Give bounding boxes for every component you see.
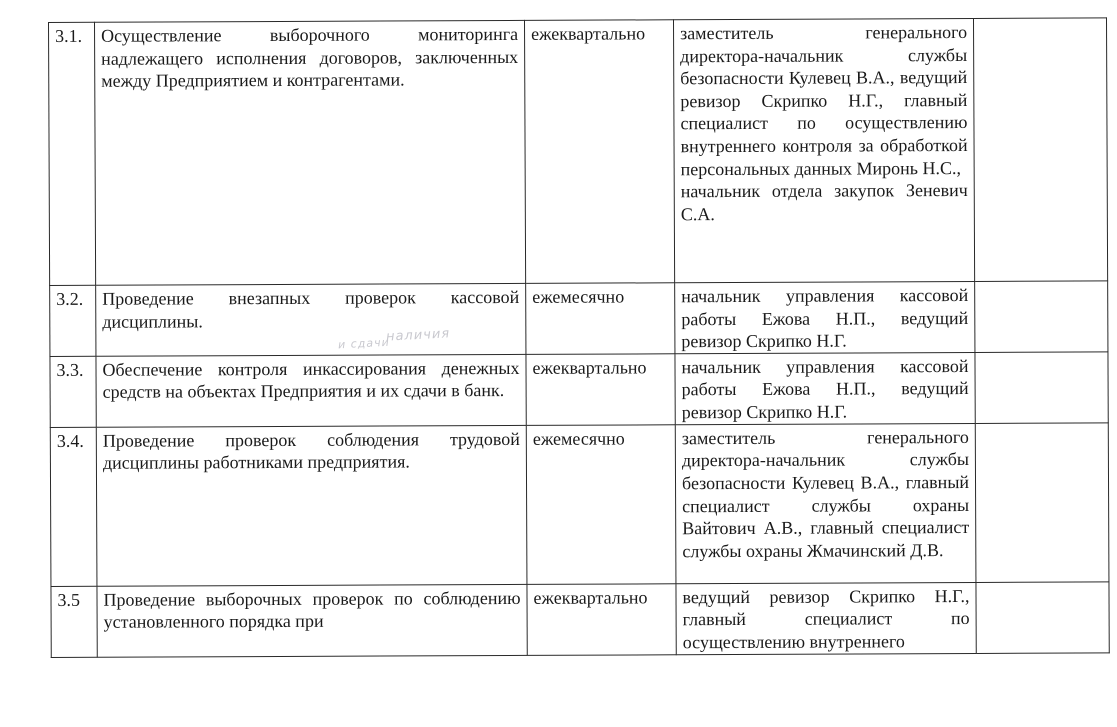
measure-description: Проведение внезапных проверок кассовой дисциплины. [96, 283, 526, 356]
measure-period: ежеквартально [526, 354, 675, 426]
measure-period: ежемесячно [526, 283, 675, 354]
row-number: 3.1. [49, 22, 96, 285]
responsible-persons: ведущий ревизор Скрипко Н.Г., главный специалист по осуществлению внутреннего [676, 582, 976, 654]
document-page [48, 17, 1109, 657]
table-row [50, 423, 1109, 587]
table-row [49, 18, 1108, 286]
table-row [50, 281, 1108, 356]
row-number: 3.5 [51, 586, 97, 657]
row-number: 3.2. [50, 285, 96, 356]
responsible-persons: начальник управления кассовой работы Ежова Н.П., ведущий ревизор Скрипко Н.Г. [675, 281, 975, 353]
measure-description: Осуществление выборочного мониторинга надлежащего исполнения договоров, заключенных между Предприятием и контрагентами. [95, 20, 526, 285]
table-row [50, 352, 1108, 428]
responsible-persons: заместитель генерального директора-начальник службы безопасности Кулевец В.А., главный специалист службы охраны Вайтович А.В., главный специалист службы охраны Жмачинский Д.В. [675, 423, 976, 583]
responsible-persons [673, 18, 974, 282]
handwritten-note: и сдачи [337, 335, 390, 352]
responsible-persons: начальник управления кассовой работы Ежова Н.П., ведущий ревизор Скрипко Н.Г. [675, 352, 975, 424]
measure-period: ежеквартально [524, 20, 674, 284]
row-number: 3.3. [50, 356, 96, 427]
notes-cell [973, 18, 1107, 282]
handwritten-note: наличия [385, 326, 451, 345]
control-plan-table [48, 17, 1110, 657]
notes-cell [975, 352, 1108, 424]
notes-cell [975, 281, 1108, 352]
table-row [51, 582, 1109, 657]
responsible-text-extra: начальник отдела закупок Зеневич С.А. [680, 180, 968, 224]
measure-description: Проведение проверок соблюдения трудовой дисциплины работниками предприятия. [96, 425, 527, 586]
measure-period: ежеквартально [527, 584, 676, 655]
measure-description: Проведение выборочных проверок по соблюдению установленного порядка при [97, 584, 527, 657]
measure-description: Обеспечение контроля инкассирования денежных средств на объектах Предприятия и их сдачи в банк. [96, 354, 526, 427]
notes-cell [976, 582, 1109, 653]
measure-period: ежемесячно [526, 425, 676, 585]
responsible-text: заместитель генерального директора-начальник службы безопасности Кулевец В.А., ведущий ревизор Скрипко Н.Г., главный специалист по осуществлению внутреннего контроля за обработкой персональных данных Миронь Н.С., [680, 21, 968, 179]
row-number: 3.4. [50, 427, 97, 586]
notes-cell [975, 423, 1109, 583]
